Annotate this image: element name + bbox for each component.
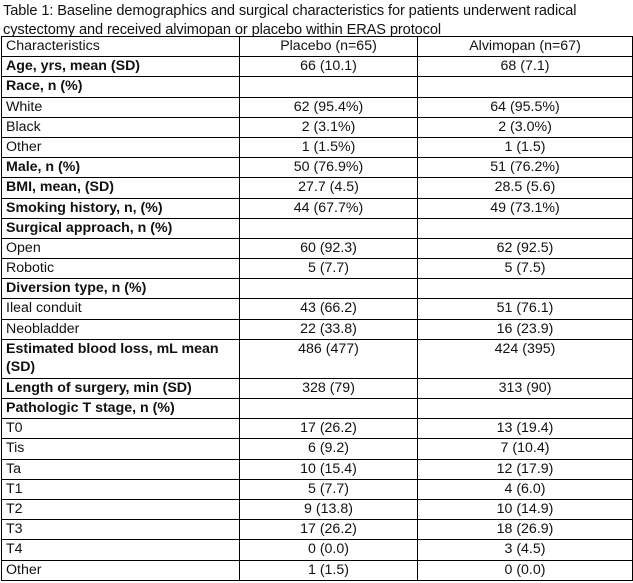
table-caption: Table 1: Baseline demographics and surgical characteristics for patients underwent radical cystectomy and received alvimopan or placebo within ERAS protocol bbox=[3, 3, 577, 38]
placebo-value bbox=[240, 218, 418, 238]
alvimopan-value: 16 (23.9) bbox=[418, 319, 633, 339]
placebo-value: 66 (10.1) bbox=[240, 57, 418, 77]
placebo-value bbox=[240, 77, 418, 97]
alvimopan-value: 1 (1.5) bbox=[418, 137, 633, 157]
table-row bbox=[2, 259, 633, 279]
alvimopan-value: 4 (6.0) bbox=[418, 479, 633, 499]
placebo-value: 22 (33.8) bbox=[240, 319, 418, 339]
table-body bbox=[2, 57, 633, 581]
row-label: Other bbox=[2, 137, 240, 157]
placebo-value: 44 (67.7%) bbox=[240, 198, 418, 218]
alvimopan-value bbox=[418, 218, 633, 238]
table-row bbox=[2, 238, 633, 258]
row-label: Male, n (%) bbox=[2, 158, 240, 178]
baseline-characteristics-table bbox=[1, 36, 633, 581]
row-label: Black bbox=[2, 117, 240, 137]
table-row bbox=[2, 560, 633, 580]
alvimopan-value: 68 (7.1) bbox=[418, 57, 633, 77]
row-label: Pathologic T stage, n (%) bbox=[2, 399, 240, 419]
alvimopan-value: 28.5 (5.6) bbox=[418, 178, 633, 198]
row-label: Surgical approach, n (%) bbox=[2, 218, 240, 238]
header-placebo: Placebo (n=65) bbox=[240, 37, 418, 57]
table-row bbox=[2, 499, 633, 519]
table-row bbox=[2, 158, 633, 178]
row-label: T0 bbox=[2, 419, 240, 439]
row-label: T2 bbox=[2, 499, 240, 519]
table-row bbox=[2, 178, 633, 198]
placebo-value: 17 (26.2) bbox=[240, 520, 418, 540]
alvimopan-value bbox=[418, 77, 633, 97]
table-row bbox=[2, 77, 633, 97]
placebo-value: 5 (7.7) bbox=[240, 479, 418, 499]
placebo-value: 0 (0.0) bbox=[240, 540, 418, 560]
header-characteristics: Characteristics bbox=[2, 37, 240, 57]
table-row bbox=[2, 299, 633, 319]
table-row bbox=[2, 198, 633, 218]
alvimopan-value: 424 (395) bbox=[418, 339, 633, 378]
alvimopan-value: 313 (90) bbox=[418, 378, 633, 398]
placebo-value: 10 (15.4) bbox=[240, 459, 418, 479]
placebo-value: 5 (7.7) bbox=[240, 259, 418, 279]
row-label: Ileal conduit bbox=[2, 299, 240, 319]
placebo-value: 486 (477) bbox=[240, 339, 418, 378]
table-row bbox=[2, 97, 633, 117]
row-label: Robotic bbox=[2, 259, 240, 279]
placebo-value bbox=[240, 279, 418, 299]
alvimopan-value: 62 (92.5) bbox=[418, 238, 633, 258]
placebo-value: 27.7 (4.5) bbox=[240, 178, 418, 198]
table-row bbox=[2, 117, 633, 137]
table-row bbox=[2, 57, 633, 77]
alvimopan-value: 3 (4.5) bbox=[418, 540, 633, 560]
table-header bbox=[2, 37, 633, 57]
row-label: T3 bbox=[2, 520, 240, 540]
row-label: Estimated blood loss, mL mean (SD) bbox=[2, 339, 240, 378]
alvimopan-value: 51 (76.2%) bbox=[418, 158, 633, 178]
table-row bbox=[2, 459, 633, 479]
placebo-value: 328 (79) bbox=[240, 378, 418, 398]
table-row bbox=[2, 439, 633, 459]
placebo-value: 1 (1.5%) bbox=[240, 137, 418, 157]
alvimopan-value: 7 (10.4) bbox=[418, 439, 633, 459]
alvimopan-value: 12 (17.9) bbox=[418, 459, 633, 479]
table-row bbox=[2, 540, 633, 560]
row-label: BMI, mean, (SD) bbox=[2, 178, 240, 198]
row-label: T4 bbox=[2, 540, 240, 560]
alvimopan-value bbox=[418, 399, 633, 419]
header-row bbox=[2, 37, 633, 57]
table-row bbox=[2, 419, 633, 439]
row-label: Smoking history, n, (%) bbox=[2, 198, 240, 218]
placebo-value: 62 (95.4%) bbox=[240, 97, 418, 117]
row-label: Other bbox=[2, 560, 240, 580]
alvimopan-value: 2 (3.0%) bbox=[418, 117, 633, 137]
alvimopan-value: 51 (76.1) bbox=[418, 299, 633, 319]
row-label: Ta bbox=[2, 459, 240, 479]
row-label: Length of surgery, min (SD) bbox=[2, 378, 240, 398]
row-label: Neobladder bbox=[2, 319, 240, 339]
row-label: Tis bbox=[2, 439, 240, 459]
placebo-value: 9 (13.8) bbox=[240, 499, 418, 519]
table-row bbox=[2, 520, 633, 540]
table-row bbox=[2, 399, 633, 419]
header-alvimopan: Alvimopan (n=67) bbox=[418, 37, 633, 57]
row-label: Open bbox=[2, 238, 240, 258]
alvimopan-value: 64 (95.5%) bbox=[418, 97, 633, 117]
alvimopan-value: 49 (73.1%) bbox=[418, 198, 633, 218]
table-row bbox=[2, 137, 633, 157]
table-row bbox=[2, 378, 633, 398]
placebo-value: 1 (1.5) bbox=[240, 560, 418, 580]
table-row bbox=[2, 479, 633, 499]
table-row bbox=[2, 218, 633, 238]
alvimopan-value: 18 (26.9) bbox=[418, 520, 633, 540]
placebo-value bbox=[240, 399, 418, 419]
alvimopan-value: 0 (0.0) bbox=[418, 560, 633, 580]
table-row bbox=[2, 339, 633, 378]
row-label: White bbox=[2, 97, 240, 117]
row-label: Age, yrs, mean (SD) bbox=[2, 57, 240, 77]
row-label: T1 bbox=[2, 479, 240, 499]
row-label: Diversion type, n (%) bbox=[2, 279, 240, 299]
placebo-value: 60 (92.3) bbox=[240, 238, 418, 258]
table-row bbox=[2, 319, 633, 339]
alvimopan-value: 13 (19.4) bbox=[418, 419, 633, 439]
row-label: Race, n (%) bbox=[2, 77, 240, 97]
placebo-value: 17 (26.2) bbox=[240, 419, 418, 439]
alvimopan-value: 10 (14.9) bbox=[418, 499, 633, 519]
placebo-value: 2 (3.1%) bbox=[240, 117, 418, 137]
alvimopan-value bbox=[418, 279, 633, 299]
placebo-value: 43 (66.2) bbox=[240, 299, 418, 319]
placebo-value: 50 (76.9%) bbox=[240, 158, 418, 178]
table-row bbox=[2, 279, 633, 299]
placebo-value: 6 (9.2) bbox=[240, 439, 418, 459]
alvimopan-value: 5 (7.5) bbox=[418, 259, 633, 279]
